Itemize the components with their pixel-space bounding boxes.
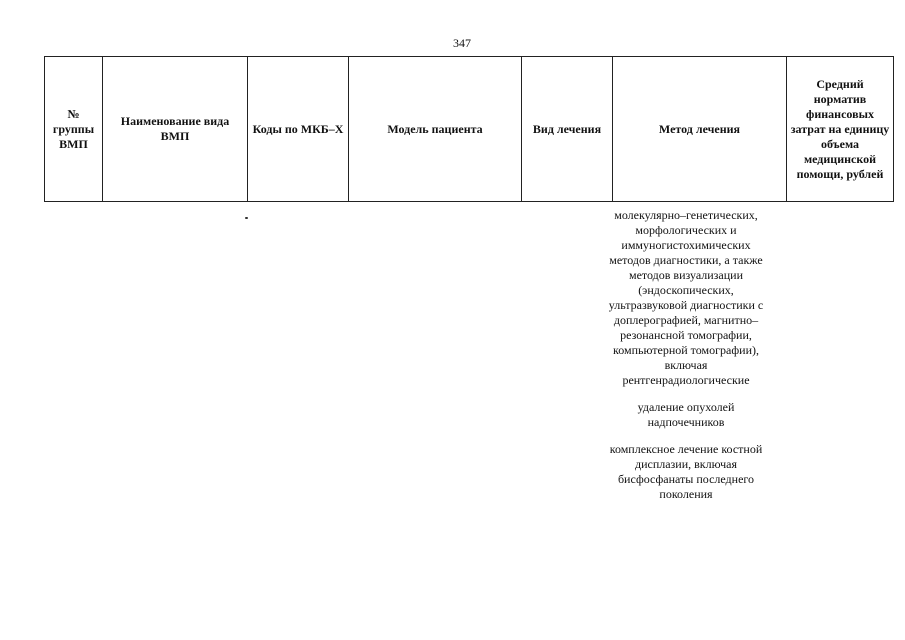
method-text-adrenal-tumor-removal: удаление опухолей надпочечников <box>637 400 735 429</box>
header-icd-codes: Коды по МКБ–Х <box>248 57 349 202</box>
stray-dot <box>245 217 248 219</box>
header-treatment-method: Метод лечения <box>613 57 787 202</box>
page-number: 347 <box>453 36 471 50</box>
method-text-diagnostics: молекулярно–генетических, морфологических и иммуногистохимических методов диагностики, а также методов визуализации (эндоскопических, ультразвуковой диагностики с доплерографией, магнитно–резонансной томографии, компьютерной томографии), включая рентгенрадиологические <box>608 208 764 387</box>
treatment-method-column <box>604 208 768 514</box>
header-patient-model: Модель пациента <box>349 57 522 202</box>
header-average-cost: Средний норматив финансовых затрат на единицу объема медицинской помощи, рублей <box>787 57 894 202</box>
header-vmp-name: Наименование вида ВМП <box>103 57 248 202</box>
header-treatment-type: Вид лечения <box>522 57 613 202</box>
table-header <box>44 56 894 202</box>
header-group-number: № группы ВМП <box>45 57 103 202</box>
method-text-bone-dysplasia-treatment: комплексное лечение костной дисплазии, включая бисфосфанаты последнего поколения <box>609 442 763 501</box>
header-row <box>45 57 894 202</box>
